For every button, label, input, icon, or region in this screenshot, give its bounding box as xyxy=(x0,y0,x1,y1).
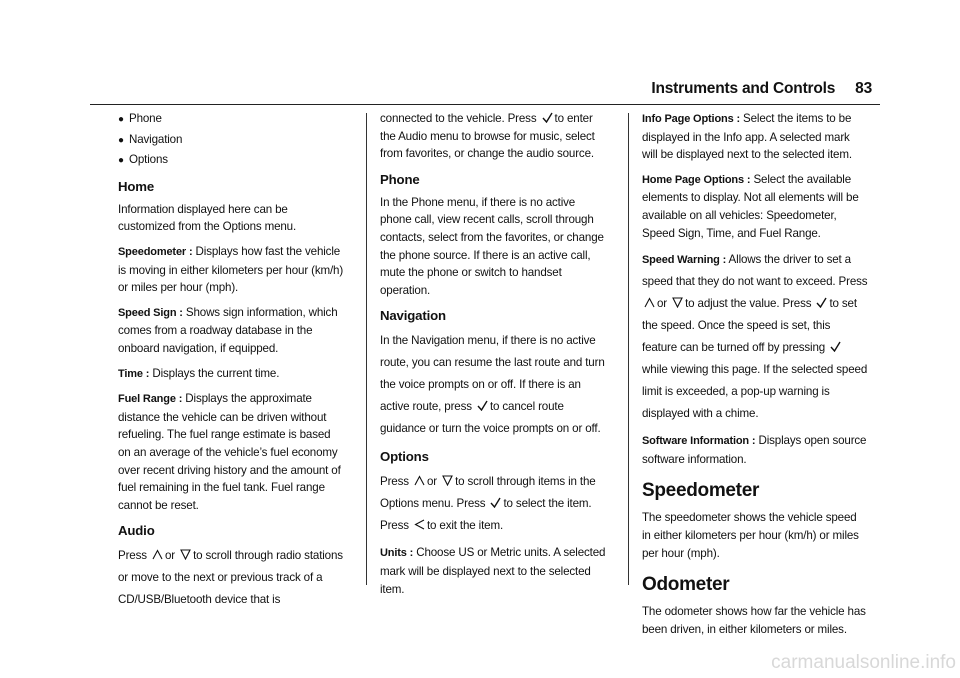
navigation-paragraph: In the Navigation menu, if there is no active route, you can resume the last route and turn the voice prompts on or off. If there is an active route, press to cancel route guidance or turn the voice prompts on or off. xyxy=(380,334,605,436)
running-header xyxy=(651,80,872,98)
page-number: 83 xyxy=(855,80,872,97)
check-icon xyxy=(477,400,488,411)
header-rule xyxy=(90,104,880,105)
watermark: carmanualsonline.info xyxy=(771,652,956,673)
check-icon xyxy=(542,112,553,123)
time-item: Time : Displays the current time. xyxy=(118,366,280,380)
column-2 xyxy=(380,110,606,605)
check-icon xyxy=(816,297,827,308)
navigation-heading: Navigation xyxy=(380,308,446,324)
bullet-icon: ● xyxy=(118,114,124,125)
audio-heading: Audio xyxy=(118,523,155,539)
home-intro: Information displayed here can be customized from the Options menu. xyxy=(118,202,297,234)
audio-continued: connected to the vehicle. Press to enter the Audio menu to browse for music, select from favorites, or change the audio source. xyxy=(380,112,595,161)
bullet-icon: ● xyxy=(118,155,124,167)
down-arrow-icon xyxy=(672,297,683,308)
column-divider xyxy=(628,113,629,585)
up-arrow-icon xyxy=(644,297,655,308)
speed-sign-item: Speed Sign : Shows sign information, which comes from a roadway database in the onboard navigation, if equipped. xyxy=(118,305,338,355)
column-1 xyxy=(118,110,344,618)
units-item: Units : Choose US or Metric units. A selected mark will be displayed next to the selected item. xyxy=(380,546,606,596)
list-item: ● Phone xyxy=(118,110,344,129)
list-item: ● Options xyxy=(118,151,344,170)
back-arrow-icon xyxy=(414,519,425,530)
check-icon xyxy=(830,341,841,352)
column-divider xyxy=(366,113,367,585)
odometer-paragraph: The odometer shows how far the vehicle has been driven, in either kilometers or miles. xyxy=(642,605,866,636)
phone-heading: Phone xyxy=(380,171,420,187)
speedometer-paragraph: The speedometer shows the vehicle speed in either kilometers per hour (km/h) or miles per hour (mph). xyxy=(642,511,859,560)
column-3 xyxy=(642,110,868,645)
speed-warning-item: Speed Warning : Allows the driver to set a speed that they do not want to exceed. Press or to adjust the value. Press to set the speed. Once the speed is set, this feature can be turned off by pressing while viewing this page. If the selected speed limit is exceeded, a pop-up warning is displayed with a chime. xyxy=(642,253,868,421)
home-page-options-item: Home Page Options : Select the available elements to display. Not all elements will be available on all vehicles: Speedometer, Speed Sign, Time, and Fuel Range. xyxy=(642,172,859,240)
fuel-range-item: Fuel Range : Displays the approximate distance the vehicle can be driven without refueling. The fuel range estimate is based on an average of the vehicle’s fuel economy over recent driving history and the amount of fuel remaining in the fuel tank. Fuel range cannot be reset. xyxy=(118,392,341,512)
list-item: ● Navigation xyxy=(118,131,344,150)
down-arrow-icon xyxy=(180,549,191,560)
up-arrow-icon xyxy=(414,475,425,486)
bullet-icon: ● xyxy=(118,134,124,146)
check-icon xyxy=(490,497,501,508)
phone-paragraph: In the Phone menu, if there is no active phone call, view recent calls, scroll through contacts, select from the favorites, or change the phone source. If there is an active call, mute the phone or switch to handset operation. xyxy=(380,195,604,297)
options-paragraph: Press or to scroll through items in the Options menu. Press to select the item. Press to exit the item. xyxy=(380,475,596,533)
section-title: Instruments and Controls xyxy=(651,80,836,97)
audio-paragraph: Press or to scroll through radio stations or move to the next or previous track of a CD/USB/Bluetooth device that is xyxy=(118,549,343,607)
up-arrow-icon xyxy=(152,549,163,560)
speedometer-heading: Speedometer xyxy=(642,480,760,502)
info-page-options-item: Info Page Options : Select the items to be displayed in the Info app. A selected mark will be displayed next to the selected item. xyxy=(642,112,852,162)
down-arrow-icon xyxy=(442,475,453,486)
speedometer-item: Speedometer : Displays how fast the vehicle is moving in either kilometers per hour (km/h) or miles per hour (mph). xyxy=(118,244,344,295)
odometer-heading: Odometer xyxy=(642,574,730,596)
options-heading: Options xyxy=(380,449,429,465)
software-information-item: Software Information : Displays open source software information. xyxy=(642,434,867,466)
home-heading: Home xyxy=(118,178,155,194)
